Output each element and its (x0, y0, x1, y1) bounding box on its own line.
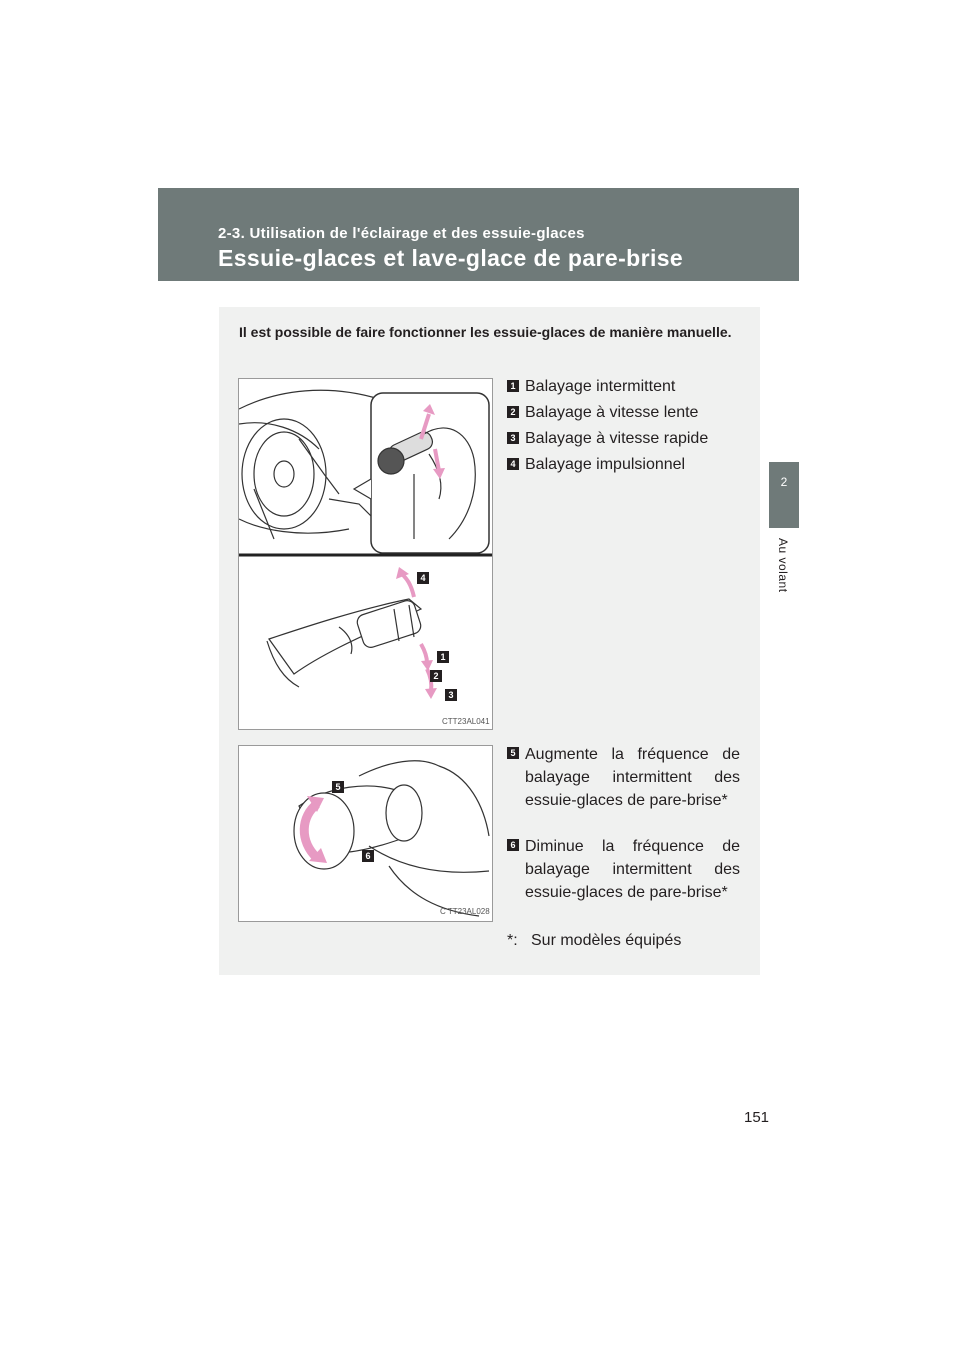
footnote (507, 932, 681, 950)
list-item (507, 743, 740, 812)
figure1-label-4: 4 (417, 572, 429, 584)
item-marker: 6 (507, 839, 519, 851)
figure1-code: CTT23AL041 (442, 717, 490, 726)
footnote-text: Sur modèles équipés (531, 932, 682, 949)
section-subtitle: 2-3. Utilisation de l'éclairage et des essuie-glaces (218, 225, 585, 242)
wiper-lever-illustration (239, 379, 492, 729)
item-marker: 5 (507, 747, 519, 759)
item-marker: 1 (507, 380, 519, 392)
item-text: Augmente la fréquence de balayage intermittent des essuie-glaces de pare-brise* (525, 746, 740, 809)
item-marker: 3 (507, 432, 519, 444)
item-marker: 2 (507, 406, 519, 418)
list-item (507, 454, 740, 476)
intro-text: Il est possible de faire fonctionner les essuie-glaces de manière manuelle. (239, 324, 732, 340)
item-marker: 4 (507, 458, 519, 470)
figure1-label-1: 1 (437, 651, 449, 663)
list-item (507, 428, 740, 450)
figure-frequency-ring (238, 745, 493, 922)
list-item (507, 376, 740, 398)
item-text: Diminue la fréquence de balayage intermittent des essuie-glaces de pare-brise* (525, 838, 740, 901)
item-text: Balayage à vitesse rapide (525, 430, 709, 447)
page-number: 151 (744, 1109, 770, 1126)
item-text: Balayage impulsionnel (525, 456, 686, 473)
item-text: Balayage à vitesse lente (525, 404, 699, 421)
figure-wiper-lever (238, 378, 493, 730)
figure2-code: C TT23AL028 (440, 907, 490, 916)
chapter-label: Au volant (776, 538, 790, 593)
section-header (158, 188, 799, 281)
footnote-mark: *: (507, 932, 518, 949)
chapter-number: 2 (780, 475, 788, 489)
list-item (507, 402, 740, 424)
figure1-label-2: 2 (430, 670, 442, 682)
item-text: Balayage intermittent (525, 378, 676, 395)
figure2-label-6: 6 (362, 850, 374, 862)
chapter-tab[interactable] (769, 462, 799, 528)
frequency-ring-illustration (239, 746, 492, 921)
figure1-label-3: 3 (445, 689, 457, 701)
page-title: Essuie-glaces et lave-glace de pare-brise (218, 245, 684, 271)
figure2-label-5: 5 (332, 781, 344, 793)
list-item (507, 835, 740, 904)
